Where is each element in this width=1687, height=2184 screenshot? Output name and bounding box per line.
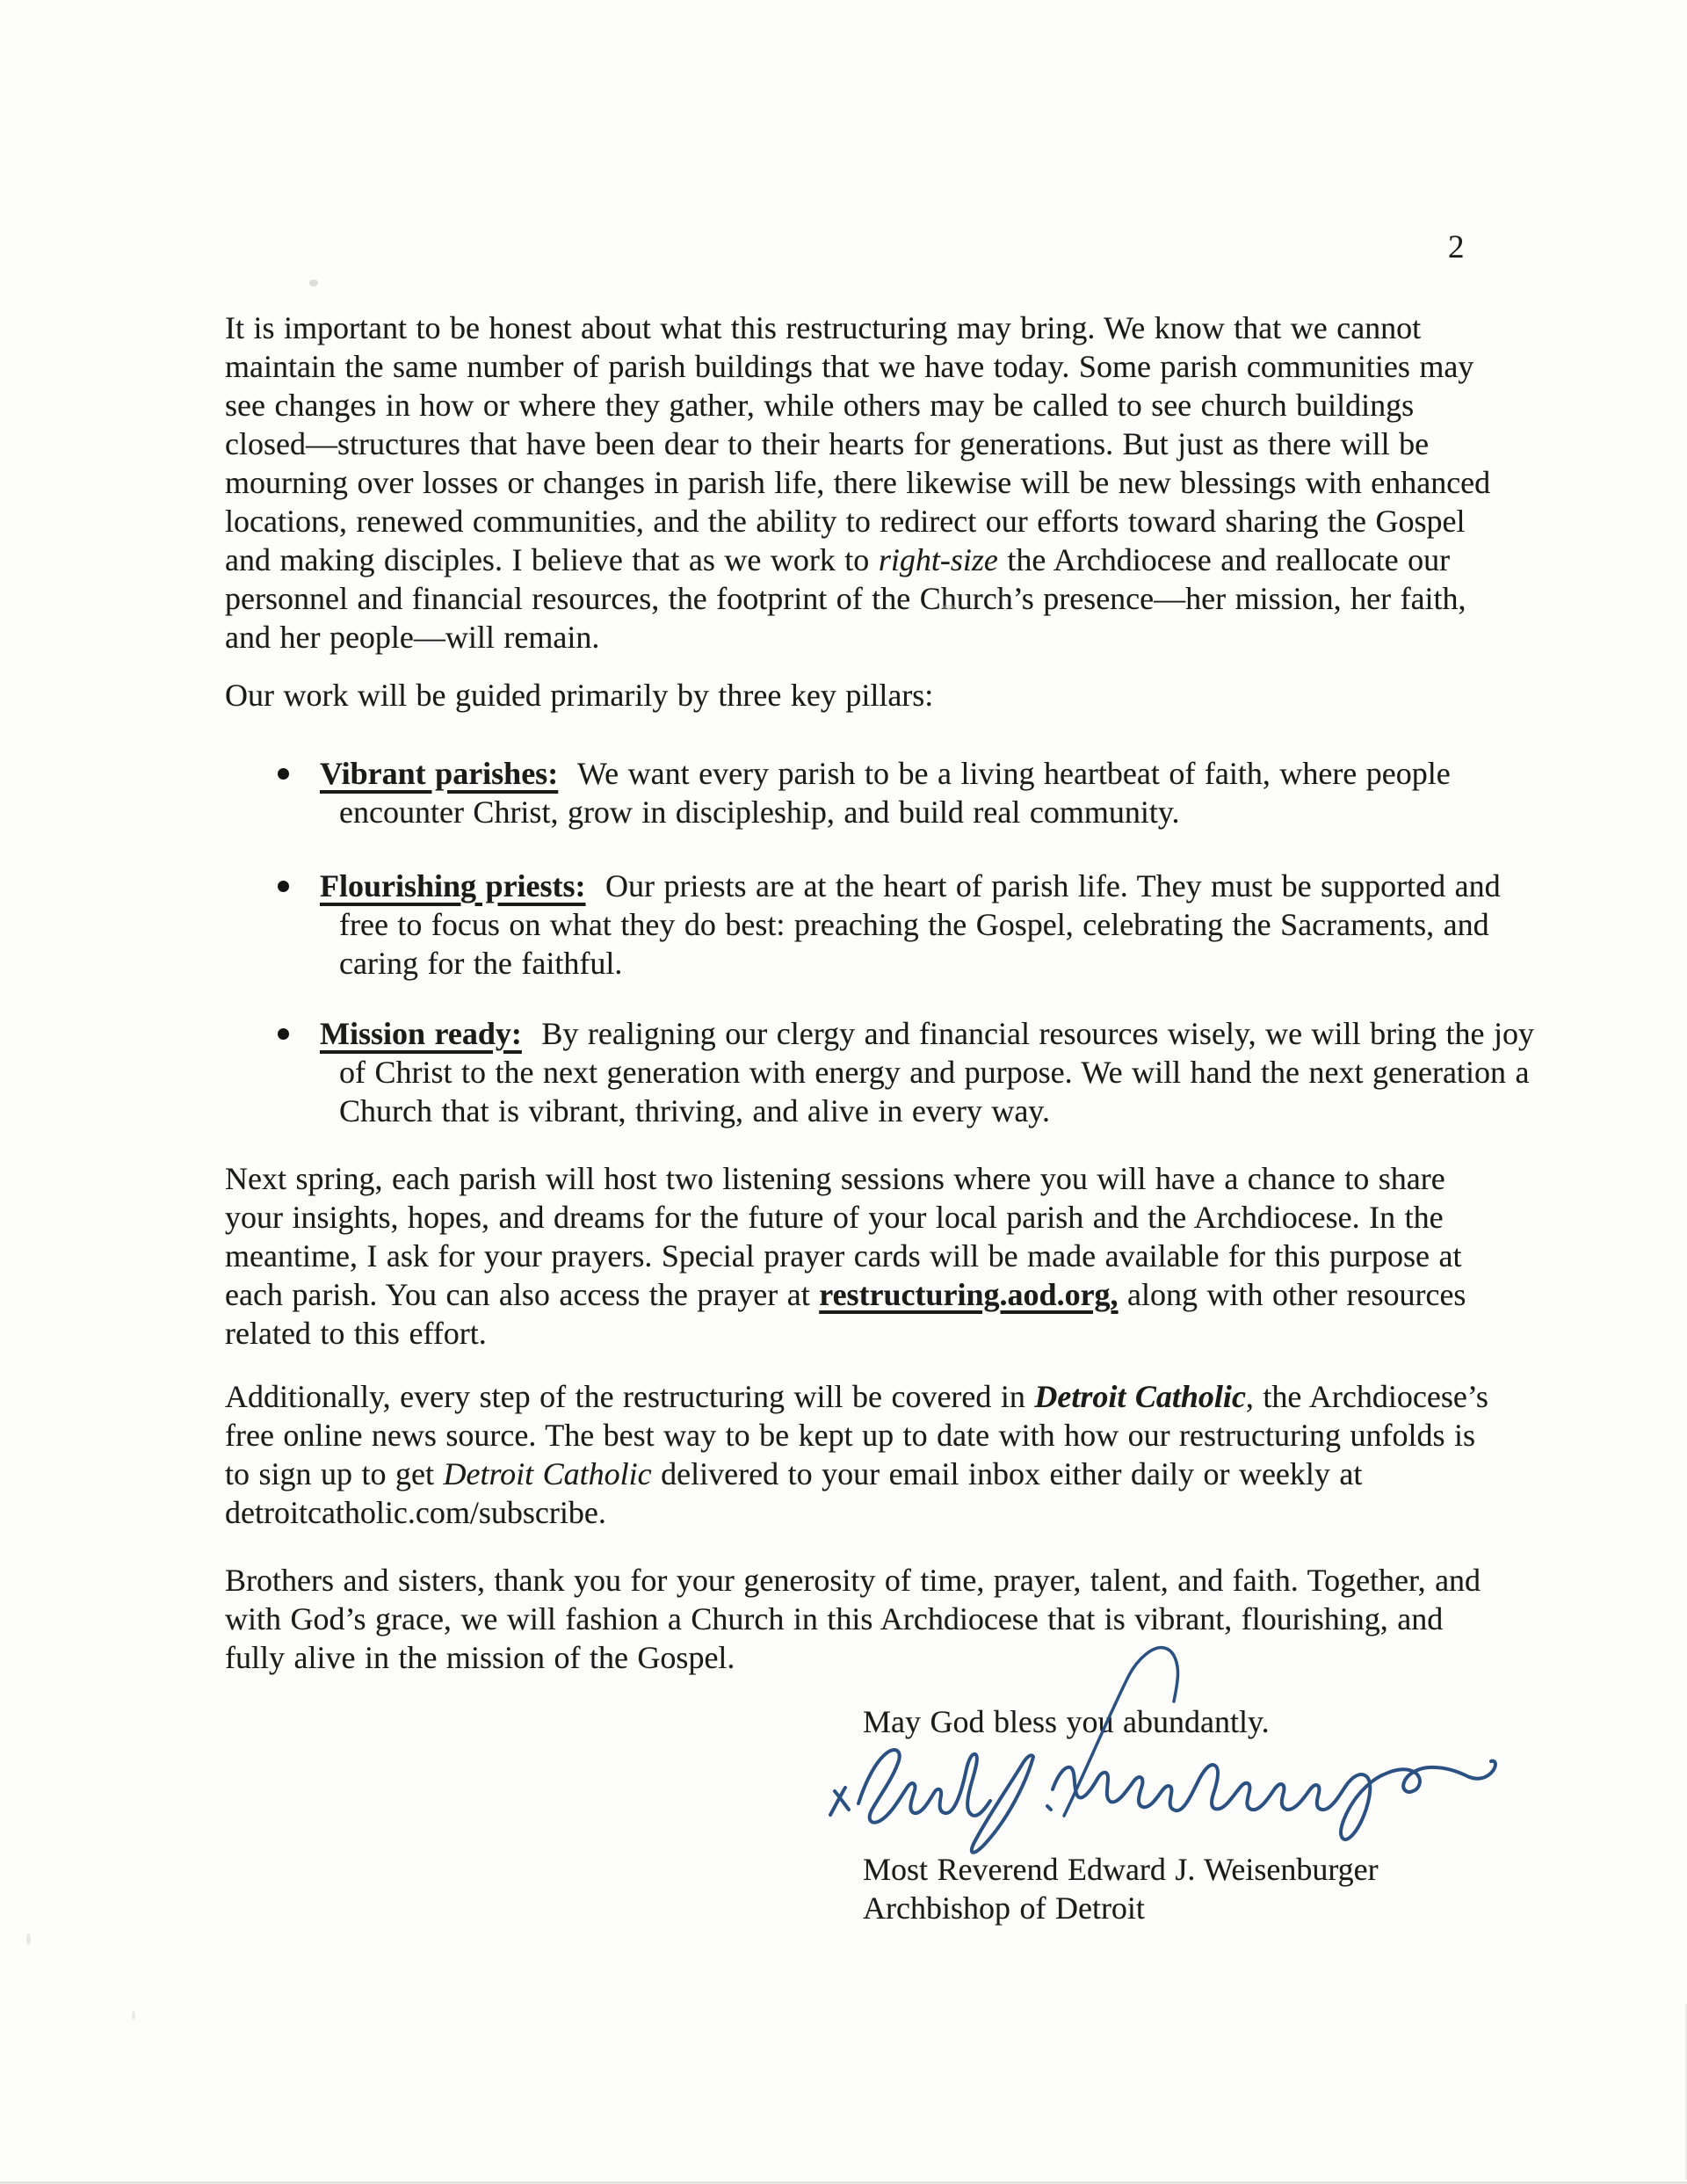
paragraph-three-pillars-intro: Our work will be guided primarily by three key pillars: <box>225 678 934 713</box>
paragraph-text: Next spring, each parish will host two listening sessions where you will have a chance to share your insights, hopes, and dreams for the future of your local parish and the Archdiocese. In the meantime, I ask for your prayers. Special prayer cards will be made available for this purpose at each parish. You can also access the prayer at <box>225 1161 1462 1312</box>
bullet-item-flourishing-priests <box>290 867 1545 983</box>
paragraph-text: It is important to be honest about what this restructuring may bring. We know that we cannot maintain the same number of parish buildings that we have today. Some parish communities may see changes in how or where they gather, while others may be called to see church buildings closed—structures that have been dear to their hearts for generations. But just as there will be mourning over losses or changes in parish life, there likewise will be new blessings with enhanced locations, renewed communities, and the ability to redirect our efforts toward sharing the Gospel and making disciples. I believe that as we work to <box>225 310 1491 577</box>
signer-name: Most Reverend Edward J. Weisenburger <box>863 1852 1379 1887</box>
paragraph-honesty-about-restructuring <box>225 308 1495 657</box>
bullet-text: We want every parish to be a living heartbeat of faith, where people encounter Christ, grow in discipleship, and build real community. <box>339 756 1451 830</box>
closing-blessing: May God bless you abundantly. <box>863 1704 1270 1739</box>
bullet-head-vibrant-parishes: Vibrant parishes: <box>320 756 559 791</box>
italic-right-size: right-size <box>878 542 998 577</box>
bullet-item-mission-ready <box>290 1014 1545 1130</box>
bullet-marker <box>278 1028 289 1040</box>
link-restructuring-aod-org: restructuring.aod.org, <box>819 1277 1119 1312</box>
bold-italic-detroit-catholic: Detroit Catholic <box>1034 1379 1246 1414</box>
bullet-marker <box>278 768 289 780</box>
episcopal-cross-mark <box>830 1788 849 1815</box>
bullet-item-vibrant-parishes <box>290 754 1545 831</box>
scan-speck <box>942 605 956 610</box>
page-number: 2 <box>1448 229 1465 265</box>
paragraph-text: delivered to your email inbox either daily or weekly at detroitcatholic.com/subscribe. <box>225 1456 1363 1530</box>
signature-weisenburger <box>1053 1648 1495 1839</box>
paragraph-text: , the Archdiocese’s free online news source. The best way to be kept up to date with how our restructuring unfolds is to sign up to get <box>225 1379 1488 1491</box>
signature-edward <box>858 1750 990 1823</box>
paragraph-text: the Archdiocese and reallocate our personnel and financial resources, the footprint of the Church’s presence—her mission, her faith, and her people—will remain. <box>225 542 1466 655</box>
paragraph-brothers-and-sisters: Brothers and sisters, thank you for your generosity of time, prayer, talent, and faith. Together, and with God’s grace, we will fashion a Church in this Archdiocese that is vibrant, flourishing, and fully alive in the mission of the Gospel. <box>225 1563 1481 1675</box>
bullet-marker <box>278 881 289 892</box>
scan-speck <box>309 279 318 287</box>
bullet-text: Our priests are at the heart of parish life. They must be supported and free to focus on what they do best: preaching the Gospel, celebrating the Sacraments, and caring for the faithful. <box>339 868 1501 981</box>
paragraph-listening-sessions <box>225 1159 1495 1353</box>
signer-title: Archbishop of Detroit <box>863 1890 1145 1926</box>
bullet-head-mission-ready: Mission ready: <box>320 1016 522 1051</box>
scan-speck <box>132 2011 135 2021</box>
scan-speck <box>26 1934 31 1945</box>
paragraph-detroit-catholic-coverage <box>225 1377 1495 1532</box>
bullet-head-flourishing-priests: Flourishing priests: <box>320 868 586 903</box>
italic-detroit-catholic: Detroit Catholic <box>443 1456 652 1491</box>
signature-j-initial <box>972 1755 1051 1852</box>
paragraph-text: along with other resources related to this effort. <box>225 1277 1466 1351</box>
bullet-text: By realigning our clergy and financial resources wisely, we will bring the joy of Christ to the next generation with energy and purpose. We will hand the next generation a Church that is vibrant, thriving, and alive in every way. <box>339 1016 1535 1128</box>
paragraph-text: Additionally, every step of the restructuring will be covered in <box>225 1379 1035 1414</box>
